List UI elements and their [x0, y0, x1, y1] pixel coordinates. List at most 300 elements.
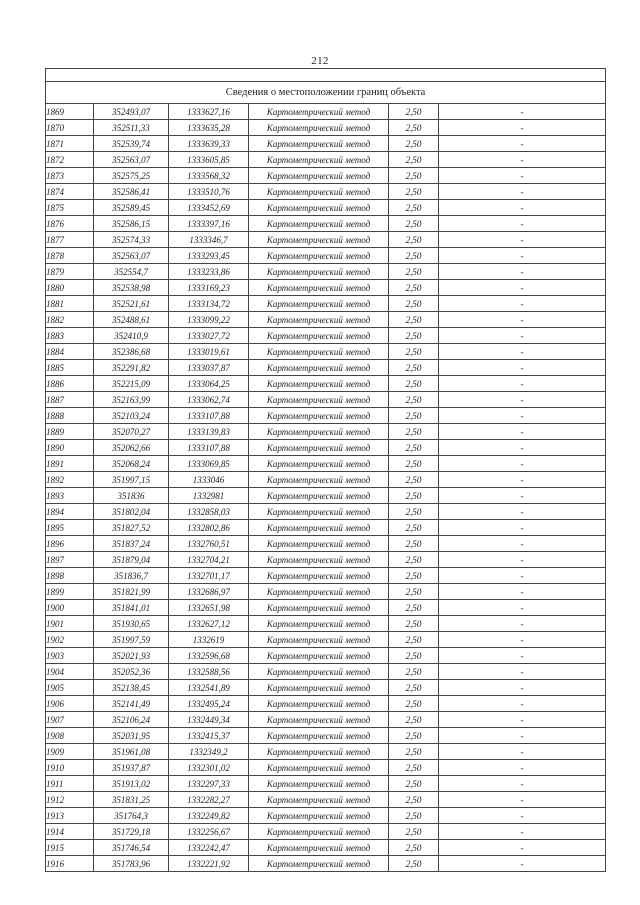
- y-coordinate-cell: 1332297,33: [169, 776, 249, 792]
- method-cell: Картометрический метод: [249, 584, 389, 600]
- precision-cell: 2,50: [389, 344, 439, 360]
- method-cell: Картометрический метод: [249, 856, 389, 872]
- table-row: [46, 296, 606, 312]
- precision-cell: 2,50: [389, 120, 439, 136]
- extra-cell: -: [439, 168, 606, 184]
- table-row: [46, 248, 606, 264]
- method-cell: Картометрический метод: [249, 264, 389, 280]
- extra-cell: -: [439, 344, 606, 360]
- point-number-cell: 1893: [46, 488, 94, 504]
- method-cell: Картометрический метод: [249, 776, 389, 792]
- method-cell: Картометрический метод: [249, 136, 389, 152]
- point-number-cell: 1870: [46, 120, 94, 136]
- precision-cell: 2,50: [389, 408, 439, 424]
- method-cell: Картометрический метод: [249, 424, 389, 440]
- point-number-cell: 1887: [46, 392, 94, 408]
- extra-cell: -: [439, 760, 606, 776]
- method-cell: Картометрический метод: [249, 760, 389, 776]
- method-cell: Картометрический метод: [249, 600, 389, 616]
- x-coordinate-cell: 351841,01: [94, 600, 169, 616]
- point-number-cell: 1908: [46, 728, 94, 744]
- precision-cell: 2,50: [389, 568, 439, 584]
- table-row: [46, 168, 606, 184]
- extra-cell: -: [439, 264, 606, 280]
- extra-cell: -: [439, 376, 606, 392]
- y-coordinate-cell: 1332221,92: [169, 856, 249, 872]
- x-coordinate-cell: 352070,27: [94, 424, 169, 440]
- method-cell: Картометрический метод: [249, 728, 389, 744]
- y-coordinate-cell: 1333635,28: [169, 120, 249, 136]
- extra-cell: -: [439, 488, 606, 504]
- extra-cell: -: [439, 824, 606, 840]
- table-row: [46, 264, 606, 280]
- x-coordinate-cell: 352068,24: [94, 456, 169, 472]
- method-cell: Картометрический метод: [249, 744, 389, 760]
- method-cell: Картометрический метод: [249, 520, 389, 536]
- point-number-cell: 1909: [46, 744, 94, 760]
- point-number-cell: 1892: [46, 472, 94, 488]
- x-coordinate-cell: 351879,04: [94, 552, 169, 568]
- point-number-cell: 1903: [46, 648, 94, 664]
- boundary-coordinates-table: [45, 68, 606, 872]
- y-coordinate-cell: 1332619: [169, 632, 249, 648]
- precision-cell: 2,50: [389, 536, 439, 552]
- y-coordinate-cell: 1333134,72: [169, 296, 249, 312]
- y-coordinate-cell: 1333107,88: [169, 408, 249, 424]
- x-coordinate-cell: 351746,54: [94, 840, 169, 856]
- point-number-cell: 1899: [46, 584, 94, 600]
- extra-cell: -: [439, 536, 606, 552]
- extra-cell: -: [439, 216, 606, 232]
- x-coordinate-cell: 352141,49: [94, 696, 169, 712]
- point-number-cell: 1901: [46, 616, 94, 632]
- precision-cell: 2,50: [389, 424, 439, 440]
- y-coordinate-cell: 1333107,88: [169, 440, 249, 456]
- x-coordinate-cell: 352052,36: [94, 664, 169, 680]
- method-cell: Картометрический метод: [249, 408, 389, 424]
- table-row: [46, 536, 606, 552]
- y-coordinate-cell: 1332449,34: [169, 712, 249, 728]
- table-row: [46, 200, 606, 216]
- precision-cell: 2,50: [389, 104, 439, 120]
- extra-cell: -: [439, 680, 606, 696]
- extra-cell: -: [439, 280, 606, 296]
- y-coordinate-cell: 1333069,85: [169, 456, 249, 472]
- precision-cell: 2,50: [389, 760, 439, 776]
- precision-cell: 2,50: [389, 552, 439, 568]
- point-number-cell: 1914: [46, 824, 94, 840]
- method-cell: Картометрический метод: [249, 792, 389, 808]
- method-cell: Картометрический метод: [249, 328, 389, 344]
- point-number-cell: 1902: [46, 632, 94, 648]
- precision-cell: 2,50: [389, 712, 439, 728]
- table-row: [46, 120, 606, 136]
- table-title: Сведения о местоположении границ объекта: [46, 82, 606, 104]
- point-number-cell: 1873: [46, 168, 94, 184]
- point-number-cell: 1885: [46, 360, 94, 376]
- point-number-cell: 1872: [46, 152, 94, 168]
- y-coordinate-cell: 1332415,37: [169, 728, 249, 744]
- point-number-cell: 1895: [46, 520, 94, 536]
- extra-cell: -: [439, 104, 606, 120]
- point-number-cell: 1877: [46, 232, 94, 248]
- table-row: [46, 712, 606, 728]
- table-row: [46, 392, 606, 408]
- x-coordinate-cell: 352574,33: [94, 232, 169, 248]
- method-cell: Картометрический метод: [249, 840, 389, 856]
- precision-cell: 2,50: [389, 488, 439, 504]
- y-coordinate-cell: 1333293,45: [169, 248, 249, 264]
- table-row: [46, 552, 606, 568]
- precision-cell: 2,50: [389, 776, 439, 792]
- precision-cell: 2,50: [389, 744, 439, 760]
- extra-cell: -: [439, 792, 606, 808]
- y-coordinate-cell: 1333019,61: [169, 344, 249, 360]
- method-cell: Картометрический метод: [249, 488, 389, 504]
- method-cell: Картометрический метод: [249, 360, 389, 376]
- point-number-cell: 1913: [46, 808, 94, 824]
- x-coordinate-cell: 352488,61: [94, 312, 169, 328]
- precision-cell: 2,50: [389, 152, 439, 168]
- x-coordinate-cell: 351836: [94, 488, 169, 504]
- extra-cell: -: [439, 648, 606, 664]
- precision-cell: 2,50: [389, 664, 439, 680]
- x-coordinate-cell: 352410,9: [94, 328, 169, 344]
- extra-cell: -: [439, 312, 606, 328]
- precision-cell: 2,50: [389, 248, 439, 264]
- x-coordinate-cell: 351997,15: [94, 472, 169, 488]
- point-number-cell: 1882: [46, 312, 94, 328]
- table-title-row: [46, 82, 606, 104]
- point-number-cell: 1904: [46, 664, 94, 680]
- method-cell: Картометрический метод: [249, 696, 389, 712]
- table-row: [46, 504, 606, 520]
- point-number-cell: 1888: [46, 408, 94, 424]
- point-number-cell: 1910: [46, 760, 94, 776]
- spacer-cell: [46, 69, 606, 82]
- extra-cell: -: [439, 184, 606, 200]
- x-coordinate-cell: 351937,87: [94, 760, 169, 776]
- precision-cell: 2,50: [389, 648, 439, 664]
- table-row: [46, 808, 606, 824]
- point-number-cell: 1881: [46, 296, 94, 312]
- table-row: [46, 104, 606, 120]
- x-coordinate-cell: 352493,07: [94, 104, 169, 120]
- method-cell: Картометрический метод: [249, 536, 389, 552]
- method-cell: Картометрический метод: [249, 440, 389, 456]
- y-coordinate-cell: 1332242,47: [169, 840, 249, 856]
- y-coordinate-cell: 1332596,68: [169, 648, 249, 664]
- method-cell: Картометрический метод: [249, 152, 389, 168]
- y-coordinate-cell: 1332349,2: [169, 744, 249, 760]
- x-coordinate-cell: 351764,3: [94, 808, 169, 824]
- y-coordinate-cell: 1333605,85: [169, 152, 249, 168]
- precision-cell: 2,50: [389, 168, 439, 184]
- point-number-cell: 1889: [46, 424, 94, 440]
- method-cell: Картометрический метод: [249, 632, 389, 648]
- table-row: [46, 488, 606, 504]
- table-row: [46, 696, 606, 712]
- x-coordinate-cell: 352539,74: [94, 136, 169, 152]
- extra-cell: -: [439, 296, 606, 312]
- point-number-cell: 1916: [46, 856, 94, 872]
- table-row: [46, 344, 606, 360]
- point-number-cell: 1875: [46, 200, 94, 216]
- precision-cell: 2,50: [389, 312, 439, 328]
- extra-cell: -: [439, 616, 606, 632]
- x-coordinate-cell: 352138,45: [94, 680, 169, 696]
- y-coordinate-cell: 1333397,16: [169, 216, 249, 232]
- x-coordinate-cell: 352103,24: [94, 408, 169, 424]
- x-coordinate-cell: 352554,7: [94, 264, 169, 280]
- y-coordinate-cell: 1332760,51: [169, 536, 249, 552]
- extra-cell: -: [439, 392, 606, 408]
- extra-cell: -: [439, 136, 606, 152]
- precision-cell: 2,50: [389, 440, 439, 456]
- point-number-cell: 1879: [46, 264, 94, 280]
- precision-cell: 2,50: [389, 824, 439, 840]
- table-row: [46, 824, 606, 840]
- precision-cell: 2,50: [389, 296, 439, 312]
- point-number-cell: 1874: [46, 184, 94, 200]
- point-number-cell: 1896: [46, 536, 94, 552]
- extra-cell: -: [439, 776, 606, 792]
- table-row: [46, 520, 606, 536]
- extra-cell: -: [439, 152, 606, 168]
- method-cell: Картометрический метод: [249, 808, 389, 824]
- extra-cell: -: [439, 328, 606, 344]
- precision-cell: 2,50: [389, 696, 439, 712]
- extra-cell: -: [439, 584, 606, 600]
- point-number-cell: 1886: [46, 376, 94, 392]
- y-coordinate-cell: 1332495,24: [169, 696, 249, 712]
- method-cell: Картометрический метод: [249, 824, 389, 840]
- precision-cell: 2,50: [389, 328, 439, 344]
- extra-cell: -: [439, 840, 606, 856]
- point-number-cell: 1905: [46, 680, 94, 696]
- table-row: [46, 360, 606, 376]
- precision-cell: 2,50: [389, 232, 439, 248]
- table-row: [46, 632, 606, 648]
- precision-cell: 2,50: [389, 456, 439, 472]
- y-coordinate-cell: 1332981: [169, 488, 249, 504]
- method-cell: Картометрический метод: [249, 648, 389, 664]
- x-coordinate-cell: 351997,59: [94, 632, 169, 648]
- precision-cell: 2,50: [389, 520, 439, 536]
- table-spacer-row: [46, 69, 606, 82]
- x-coordinate-cell: 352589,45: [94, 200, 169, 216]
- y-coordinate-cell: 1333627,16: [169, 104, 249, 120]
- table-row: [46, 312, 606, 328]
- table-row: [46, 136, 606, 152]
- point-number-cell: 1880: [46, 280, 94, 296]
- extra-cell: -: [439, 712, 606, 728]
- extra-cell: -: [439, 728, 606, 744]
- y-coordinate-cell: 1332651,98: [169, 600, 249, 616]
- x-coordinate-cell: 351913,02: [94, 776, 169, 792]
- table-row: [46, 744, 606, 760]
- x-coordinate-cell: 351783,96: [94, 856, 169, 872]
- table-row: [46, 856, 606, 872]
- point-number-cell: 1915: [46, 840, 94, 856]
- extra-cell: -: [439, 440, 606, 456]
- method-cell: Картометрический метод: [249, 168, 389, 184]
- y-coordinate-cell: 1333027,72: [169, 328, 249, 344]
- x-coordinate-cell: 352538,98: [94, 280, 169, 296]
- point-number-cell: 1876: [46, 216, 94, 232]
- table-row: [46, 152, 606, 168]
- extra-cell: -: [439, 552, 606, 568]
- point-number-cell: 1906: [46, 696, 94, 712]
- x-coordinate-cell: 352215,09: [94, 376, 169, 392]
- table-row: [46, 664, 606, 680]
- precision-cell: 2,50: [389, 360, 439, 376]
- method-cell: Картометрический метод: [249, 376, 389, 392]
- table-row: [46, 792, 606, 808]
- extra-cell: -: [439, 600, 606, 616]
- precision-cell: 2,50: [389, 680, 439, 696]
- table-row: [46, 408, 606, 424]
- point-number-cell: 1900: [46, 600, 94, 616]
- extra-cell: -: [439, 424, 606, 440]
- precision-cell: 2,50: [389, 840, 439, 856]
- x-coordinate-cell: 352106,24: [94, 712, 169, 728]
- table-row: [46, 776, 606, 792]
- y-coordinate-cell: 1333568,32: [169, 168, 249, 184]
- table-row: [46, 584, 606, 600]
- precision-cell: 2,50: [389, 392, 439, 408]
- precision-cell: 2,50: [389, 200, 439, 216]
- table-row: [46, 728, 606, 744]
- method-cell: Картометрический метод: [249, 456, 389, 472]
- x-coordinate-cell: 351831,25: [94, 792, 169, 808]
- table-row: [46, 472, 606, 488]
- precision-cell: 2,50: [389, 600, 439, 616]
- extra-cell: -: [439, 632, 606, 648]
- method-cell: Картометрический метод: [249, 504, 389, 520]
- table-body: [46, 69, 606, 872]
- method-cell: Картометрический метод: [249, 312, 389, 328]
- y-coordinate-cell: 1333233,86: [169, 264, 249, 280]
- table-row: [46, 184, 606, 200]
- x-coordinate-cell: 351821,99: [94, 584, 169, 600]
- y-coordinate-cell: 1332704,21: [169, 552, 249, 568]
- point-number-cell: 1869: [46, 104, 94, 120]
- method-cell: Картометрический метод: [249, 664, 389, 680]
- y-coordinate-cell: 1333139,83: [169, 424, 249, 440]
- extra-cell: -: [439, 504, 606, 520]
- table-row: [46, 232, 606, 248]
- x-coordinate-cell: 352575,25: [94, 168, 169, 184]
- y-coordinate-cell: 1333046: [169, 472, 249, 488]
- y-coordinate-cell: 1332588,56: [169, 664, 249, 680]
- point-number-cell: 1894: [46, 504, 94, 520]
- method-cell: Картометрический метод: [249, 232, 389, 248]
- table-row: [46, 840, 606, 856]
- method-cell: Картометрический метод: [249, 248, 389, 264]
- table-row: [46, 680, 606, 696]
- x-coordinate-cell: 352586,41: [94, 184, 169, 200]
- x-coordinate-cell: 352062,66: [94, 440, 169, 456]
- extra-cell: -: [439, 200, 606, 216]
- method-cell: Картометрический метод: [249, 296, 389, 312]
- table-row: [46, 440, 606, 456]
- x-coordinate-cell: 351837,24: [94, 536, 169, 552]
- precision-cell: 2,50: [389, 856, 439, 872]
- extra-cell: -: [439, 520, 606, 536]
- x-coordinate-cell: 351729,18: [94, 824, 169, 840]
- y-coordinate-cell: 1333062,74: [169, 392, 249, 408]
- method-cell: Картометрический метод: [249, 392, 389, 408]
- table-row: [46, 216, 606, 232]
- precision-cell: 2,50: [389, 136, 439, 152]
- point-number-cell: 1878: [46, 248, 94, 264]
- y-coordinate-cell: 1333639,33: [169, 136, 249, 152]
- x-coordinate-cell: 352291,82: [94, 360, 169, 376]
- table-row: [46, 456, 606, 472]
- extra-cell: -: [439, 696, 606, 712]
- y-coordinate-cell: 1332686,97: [169, 584, 249, 600]
- precision-cell: 2,50: [389, 376, 439, 392]
- table-row: [46, 600, 606, 616]
- method-cell: Картометрический метод: [249, 472, 389, 488]
- extra-cell: -: [439, 232, 606, 248]
- y-coordinate-cell: 1333037,87: [169, 360, 249, 376]
- y-coordinate-cell: 1333169,23: [169, 280, 249, 296]
- extra-cell: -: [439, 472, 606, 488]
- x-coordinate-cell: 351961,08: [94, 744, 169, 760]
- x-coordinate-cell: 352521,61: [94, 296, 169, 312]
- table-row: [46, 328, 606, 344]
- point-number-cell: 1890: [46, 440, 94, 456]
- precision-cell: 2,50: [389, 504, 439, 520]
- x-coordinate-cell: 352031,95: [94, 728, 169, 744]
- y-coordinate-cell: 1332541,89: [169, 680, 249, 696]
- precision-cell: 2,50: [389, 616, 439, 632]
- table-row: [46, 616, 606, 632]
- method-cell: Картометрический метод: [249, 344, 389, 360]
- x-coordinate-cell: 352563,07: [94, 248, 169, 264]
- extra-cell: -: [439, 856, 606, 872]
- x-coordinate-cell: 352163,99: [94, 392, 169, 408]
- method-cell: Картометрический метод: [249, 568, 389, 584]
- precision-cell: 2,50: [389, 472, 439, 488]
- y-coordinate-cell: 1332701,17: [169, 568, 249, 584]
- point-number-cell: 1884: [46, 344, 94, 360]
- extra-cell: -: [439, 360, 606, 376]
- point-number-cell: 1898: [46, 568, 94, 584]
- point-number-cell: 1907: [46, 712, 94, 728]
- y-coordinate-cell: 1333452,69: [169, 200, 249, 216]
- precision-cell: 2,50: [389, 728, 439, 744]
- method-cell: Картометрический метод: [249, 680, 389, 696]
- y-coordinate-cell: 1332802,86: [169, 520, 249, 536]
- y-coordinate-cell: 1332249,82: [169, 808, 249, 824]
- x-coordinate-cell: 351827,52: [94, 520, 169, 536]
- precision-cell: 2,50: [389, 280, 439, 296]
- table-row: [46, 568, 606, 584]
- precision-cell: 2,50: [389, 792, 439, 808]
- method-cell: Картометрический метод: [249, 552, 389, 568]
- point-number-cell: 1911: [46, 776, 94, 792]
- x-coordinate-cell: 351836,7: [94, 568, 169, 584]
- y-coordinate-cell: 1332627,12: [169, 616, 249, 632]
- x-coordinate-cell: 352586,15: [94, 216, 169, 232]
- point-number-cell: 1912: [46, 792, 94, 808]
- precision-cell: 2,50: [389, 632, 439, 648]
- extra-cell: -: [439, 808, 606, 824]
- y-coordinate-cell: 1332858,03: [169, 504, 249, 520]
